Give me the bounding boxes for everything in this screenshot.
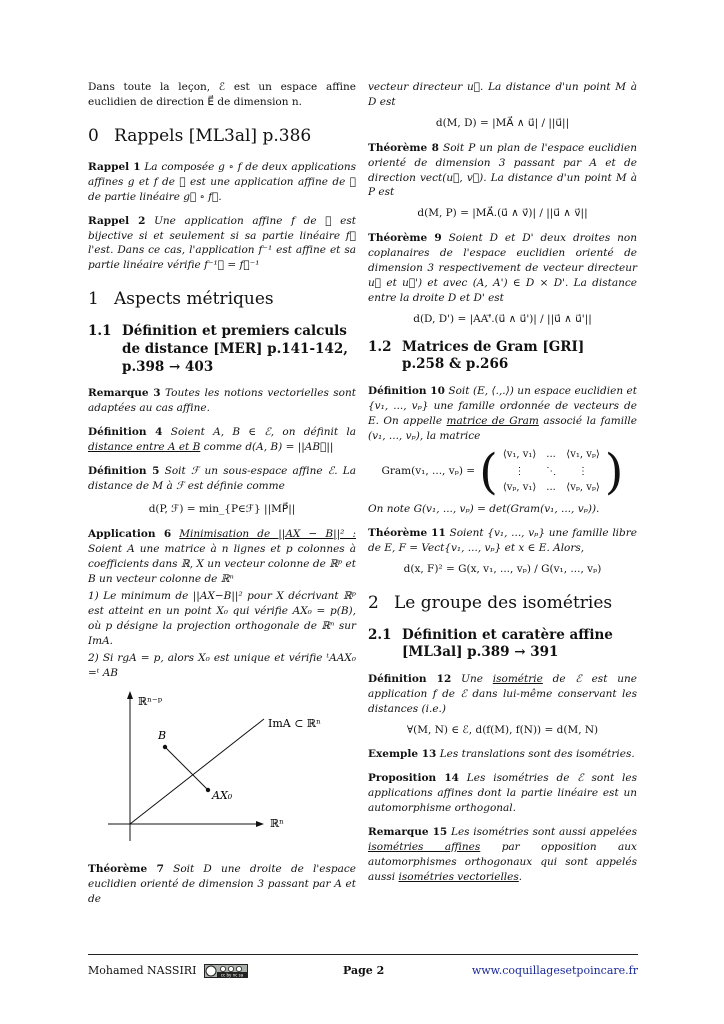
point-ax0 (206, 788, 210, 792)
definition-4-term: distance entre A et B (88, 440, 201, 453)
remarque-3-text: Toutes les notions vectorielles sont adaptées au cas affine. (88, 387, 356, 414)
proposition-14-text: Les isométries de ℰ sont les applications affines dont la partie linéaire est un automorphisme orthogonal. (368, 772, 637, 815)
subsection-1-2-heading (368, 339, 637, 374)
author-name (88, 963, 248, 979)
theoreme-11-equation: d(x, F)² = G(x, v₁, ..., vₚ) / G(v₁, ..., vₚ) (403, 562, 602, 575)
application-6-label: Application 6 (88, 528, 172, 541)
matrix-cell: ... (546, 481, 556, 493)
matrix-cell: ⟨v₁, v₁⟩ (502, 449, 537, 461)
definition-5-equation: d(P, ℱ) = min_{P∈ℱ} ||MP⃗|| (148, 503, 296, 516)
application-6-item-2: 2) Si rgA = p, alors X₀ est unique et vérifie ᵗAAX₀ =ᵗ AB (88, 651, 356, 679)
subsection-number: 1.1 (88, 323, 112, 340)
exemple-13 (368, 747, 637, 762)
theoreme-8-equation: d(M, P) = |MA⃗.(u⃗ ∧ v⃗)| / ||u⃗ ∧ v⃗|| (417, 207, 588, 220)
matrix-left-paren: ( (479, 443, 498, 500)
theoreme-11 (368, 526, 637, 556)
proposition-14 (368, 771, 637, 816)
definition-12-label: Définition 12 (368, 672, 452, 685)
definition-10 (368, 384, 637, 444)
remarque-15 (368, 825, 637, 885)
left-column (88, 80, 356, 916)
y-axis-label: ℝⁿ⁻ᵖ (138, 695, 163, 709)
matrix-cell: ⟨v₁, vₚ⟩ (566, 449, 600, 461)
matrix-cell: ⋮ (578, 465, 589, 477)
matrix-cell: ... (546, 449, 556, 461)
remarque-15-pre: Les isométries sont aussi appelées (450, 826, 637, 839)
x-axis-label: ℝⁿ (270, 817, 284, 831)
application-6 (88, 527, 356, 587)
proposition-14-label: Proposition 14 (368, 772, 459, 785)
definition-10-note: On note G(v₁, ..., vₚ) = det(Gram(v₁, ..., vₚ)). (368, 502, 600, 515)
theoreme-7-equation: d(M, D) = |MA⃗ ∧ u⃗| / ||u⃗|| (435, 116, 570, 129)
page-number: Page 2 (343, 964, 385, 977)
application-6-item-1: 1) Le minimum de ||AX−B||² pour X décrivant ℝᵖ est atteint en un point X₀ qui vérifie AX₀ = p(B), où p désigne la projection orthogonale de ℝⁿ sur ImA. (88, 590, 356, 647)
x-axis-arrow (256, 821, 264, 827)
line-label: ImA ⊂ ℝⁿ (268, 717, 321, 731)
definition-12-equation: ∀(M, N) ∈ ℰ, d(f(M), f(N)) = d(M, N) (406, 723, 599, 736)
theoreme-7-continued: vecteur directeur u⃗. La distance d'un point M à D est (368, 81, 637, 108)
point-b-label: B (158, 729, 167, 743)
definition-12-post: de ℰ est une application f de ℰ dans lui-même conservant les distances (i.e.) (368, 672, 637, 715)
cc-license-icon (204, 964, 248, 978)
section-number: 0 (88, 125, 99, 146)
subsection-title: Matrices de Gram [GRI] p.258 & p.266 (402, 338, 585, 373)
rappel-2-label: Rappel 2 (88, 214, 146, 227)
definition-5 (88, 464, 356, 494)
definition-10-label: Définition 10 (368, 384, 445, 397)
website-link[interactable]: www.coquillagesetpoincare.fr (471, 964, 638, 977)
definition-4-label: Définition 4 (88, 425, 163, 438)
application-6-text: Soient A une matrice à n lignes et p colonnes à coefficients dans ℝ, X un vecteur colonne de ℝᵖ et B un vecteur colonne de ℝⁿ (88, 543, 356, 586)
matrix-cell: ⟨vₚ, v₁⟩ (502, 481, 537, 493)
projection-diagram (88, 689, 348, 849)
projection-figure (88, 689, 356, 854)
definition-12 (368, 672, 637, 717)
matrix-cell: ⋮ (514, 465, 525, 477)
matrix-cell: ⟨vₚ, vₚ⟩ (566, 481, 600, 493)
definition-10-pre: Soit (E, ⟨.,.⟩) un espace euclidien et {v₁, ..., vₚ} une famille ordonnée de vecteurs de E. On appelle (368, 384, 637, 427)
section-number: 2 (368, 592, 379, 613)
definition-5-text: Soit ℱ un sous-espace affine ℰ. La distance de M à ℱ est définie comme (88, 464, 357, 492)
section-title: Le groupe des isométries (394, 592, 613, 613)
theoreme-11-label: Théorème 11 (368, 526, 446, 539)
remarque-3-label: Remarque 3 (88, 387, 161, 400)
section-title: Rappels [ML3al] p.386 (114, 125, 312, 146)
license-text: cc by nc sa (220, 972, 244, 978)
theoreme-9-label: Théorème 9 (368, 232, 442, 245)
theoreme-7-text: Soit D une droite de l'espace euclidien orienté de dimension 3 passant par A et de (88, 863, 356, 906)
definition-4-pre: Soient A, B ∈ ℰ, on définit la (170, 425, 357, 438)
right-column (368, 80, 637, 894)
theoreme-9-equation: d(D, D') = |AA'⃗.(u⃗ ∧ u⃗')| / ||u⃗ ∧ u⃗'|| (413, 312, 592, 325)
theoreme-8-label: Théorème 8 (368, 141, 439, 154)
gram-matrix (368, 443, 637, 500)
remarque-3 (88, 386, 356, 416)
rappel-1-text: La composée g ∘ f de deux applications affines g et f de ℰ est une application affine de ℰ de partie linéaire g⃗ ∘ f⃗. (88, 160, 356, 203)
rappel-2-text: Une application affine f de ℰ est bijective si et seulement si sa partie linéaire f⃗ l'est. Dans ce cas, l'application f⁻¹ est affine et sa partie linéaire vérifie f⁻¹⃗ = f⃗⁻¹ (88, 214, 356, 272)
definition-4 (88, 425, 356, 455)
exemple-13-label: Exemple 13 (368, 748, 437, 761)
remarque-15-mid: par opposition aux automorphismes orthogonaux qui sont appelés aussi (368, 840, 637, 883)
y-axis-arrow (127, 691, 133, 699)
theoreme-8 (368, 141, 637, 201)
definition-5-label: Définition 5 (88, 464, 160, 477)
section-number: 1 (88, 289, 99, 310)
subsection-1-1-heading (88, 323, 356, 376)
rappel-1-label: Rappel 1 (88, 160, 141, 173)
author-text: Mohamed NASSIRI (88, 964, 197, 977)
theoreme-7 (88, 862, 356, 907)
subsection-number: 1.2 (368, 338, 392, 355)
image-line (130, 719, 264, 824)
subsection-title: Définition et premiers calculs de distance [MER] p.141-142, p.398 → 403 (122, 323, 348, 375)
section-2-heading (368, 591, 637, 615)
subsection-2-1-heading (368, 627, 637, 662)
theoreme-7-label: Théorème 7 (88, 863, 164, 876)
exemple-13-text: Les translations sont des isométries. (439, 748, 635, 761)
definition-10-term: matrice de Gram (446, 414, 539, 427)
section-0-heading (88, 124, 356, 148)
theoreme-11-text: Soient {v₁, ..., vₚ} une famille libre de E, F = Vect{v₁, ..., vₚ} et x ∈ E. Alors, (368, 526, 637, 554)
matrix-right-paren: ) (604, 443, 624, 500)
subsection-title: Définition et caratère affine [ML3al] p.389 → 391 (402, 626, 613, 661)
remarque-15-term-1: isométries affines (368, 840, 481, 853)
definition-10-post: associé la famille (v₁, ..., vₚ), la matrice (368, 414, 637, 442)
subsection-number: 2.1 (368, 626, 392, 643)
remarque-15-term-2: isométries vectorielles (398, 870, 519, 883)
application-6-title: Minimisation de ||AX − B||² : (179, 528, 356, 541)
matrix-cell: ⋱ (546, 465, 557, 477)
definition-12-term: isométrie (492, 672, 543, 685)
gram-lhs: Gram(v₁, ..., vₚ) = (381, 465, 476, 478)
theoreme-8-text: Soit P un plan de l'espace euclidien orienté de dimension 3 passant par A et de direction vect(u⃗, v⃗). La distance d'un point M à P est (368, 141, 637, 199)
section-1-heading (88, 287, 356, 311)
definition-12-pre: Une (461, 672, 483, 685)
remarque-15-end: . (518, 870, 523, 883)
rappel-2 (88, 214, 356, 274)
theoreme-9 (368, 231, 637, 306)
intro-paragraph: Dans toute la leçon, ℰ est un espace affine euclidien de direction E⃗ de dimension n. (88, 81, 356, 108)
point-ax0-label: AX₀ (212, 789, 233, 803)
gram-matrix-table (498, 447, 605, 496)
point-b (163, 745, 167, 749)
theoreme-9-text: Soient D et D' deux droites non coplanaires de l'espace euclidien orienté de dimension 3 respectivement de vecteur directeur u⃗ et u⃗') et avec (A, A') ∈ D × D'. La distance entre la droite D et D' est (368, 232, 637, 304)
section-title: Aspects métriques (114, 289, 274, 310)
rappel-1 (88, 160, 356, 205)
definition-4-post: comme d(A, B) = ||AB⃗|| (203, 440, 334, 453)
remarque-15-label: Remarque 15 (368, 826, 448, 839)
page-footer (88, 954, 638, 983)
